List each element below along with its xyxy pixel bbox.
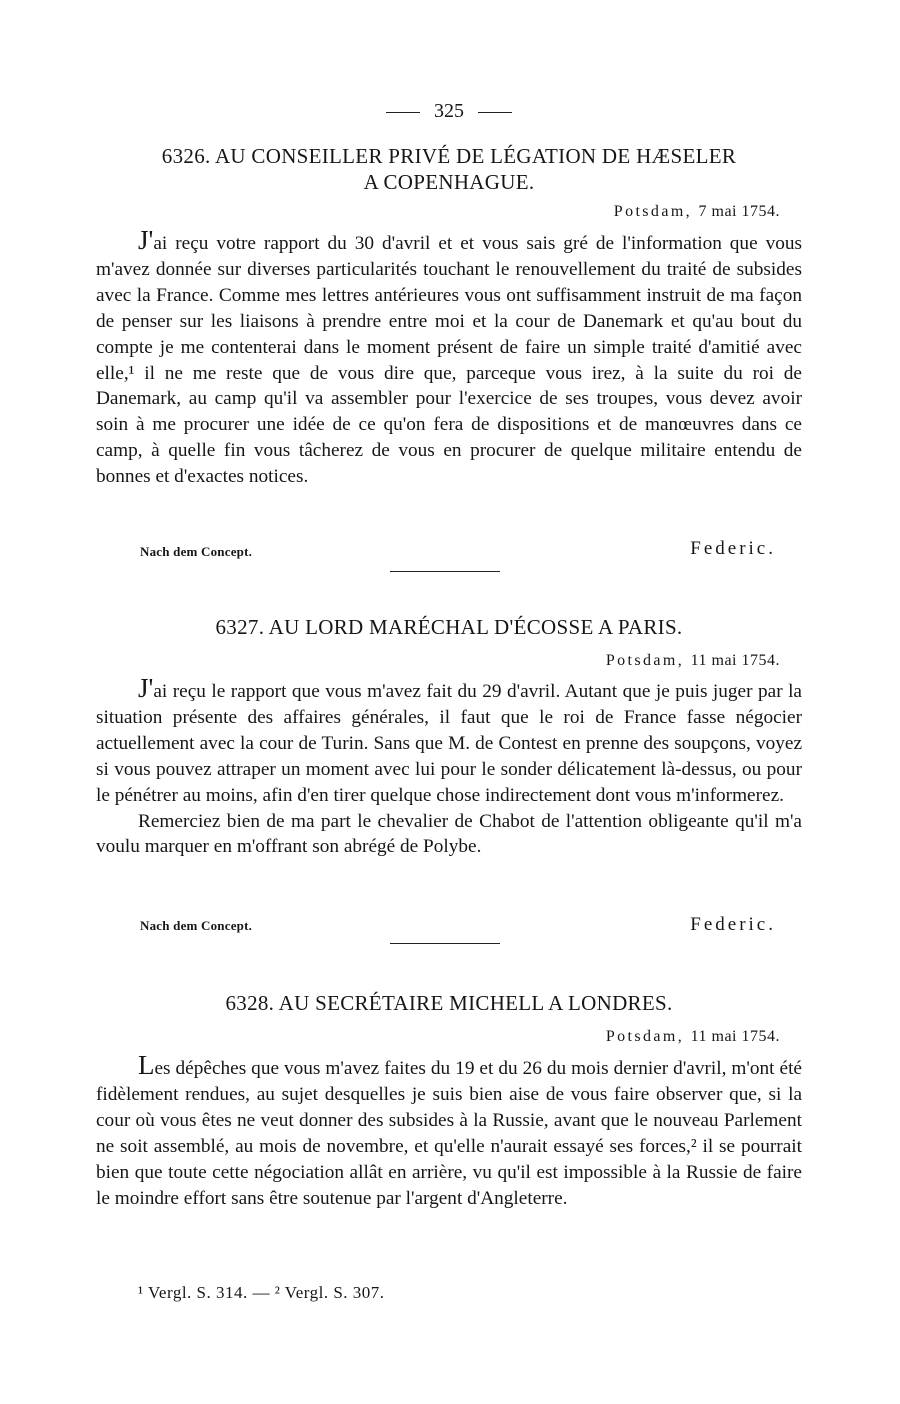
- dateline-date: 11 mai 1754.: [690, 1028, 780, 1045]
- dateline: [614, 203, 780, 221]
- letter-paragraph: Remerciez bien de ma part le chevalier de Chabot de l'attention obligeante qu'il m'a voulu marquer en m'offrant son abrégé de Polybe.: [96, 810, 802, 858]
- page-number-rule-right: [478, 112, 512, 113]
- letter-heading: 6326. AU CONSEILLER PRIVÉ DE LÉGATION DE HÆSELER: [161, 144, 737, 168]
- letter-paragraph: J'ai reçu le rapport que vous m'avez fait du 29 d'avril. Autant que je puis juger par la situation présente des affaires générales, il faut que le roi de France fasse négocier actuellement avec la cour de Turin. Sans que M. de Contest en prenne des soupçons, voyez si vous pouvez attraper un moment avec lui pour le sonder délicatement là-dessus, ou pour le pénétrer au moins, afin d'en tirer quelque chose indirectement dont vous m'informerez.: [96, 673, 802, 806]
- section-divider: [390, 571, 500, 572]
- page-number-rule-left: [386, 112, 420, 113]
- dateline-date: 11 mai 1754.: [690, 652, 780, 669]
- dateline: [606, 1028, 780, 1046]
- signature: Federic.: [690, 914, 776, 935]
- letter-heading: 6328. AU SECRÉTAIRE MICHELL A LONDRES.: [225, 991, 673, 1015]
- signature: Federic.: [690, 538, 776, 559]
- dateline: [606, 652, 780, 670]
- source-note: Nach dem Concept.: [140, 544, 253, 559]
- page-number: 325: [434, 100, 464, 122]
- letter-body: [96, 225, 802, 490]
- letter-body: [96, 673, 802, 860]
- letter-paragraph: J'ai reçu votre rapport du 30 d'avril et et vous sais gré de l'information que vous m'avez donnée sur diverses particularités touchant le renouvellement du traité de subsides avec la France. Comme mes lettres antérieures vous ont suffisamment instruit de ma façon de penser sur les liaisons à prendre entre moi et la cour de Danemark et qu'au bout du compte je me contenterai dans le moment présent de faire un simple traité d'amitié avec elle,¹ il ne me reste que de vous dire que, parceque vous irez, à la suite du roi de Danemark, au camp qu'il va assembler pour l'exercice de ses troupes, vous devez avoir soin à me procurer une idée de ce qu'on fera de dispositions et de manœuvres dans ce camp, à quelle fin vous tâcherez de vous en procurer de quelque militaire entendu de bonnes et d'exactes notices.: [96, 225, 802, 488]
- dateline-date: 7 mai 1754.: [698, 203, 780, 220]
- dateline-place: Potsdam,: [605, 1028, 685, 1045]
- dateline-place: Potsdam,: [613, 203, 693, 220]
- source-note: Nach dem Concept.: [140, 918, 253, 933]
- page-number-line: [96, 100, 802, 123]
- section-divider: [390, 943, 500, 944]
- footnotes: ¹ Vergl. S. 314. — ² Vergl. S. 307.: [138, 1283, 385, 1302]
- letter-heading-line2: A COPENHAGUE.: [363, 170, 535, 194]
- letter-body: [96, 1050, 802, 1211]
- letter-heading: 6327. AU LORD MARÉCHAL D'ÉCOSSE A PARIS.: [215, 615, 683, 639]
- dateline-place: Potsdam,: [605, 652, 685, 669]
- letter-paragraph: Les dépêches que vous m'avez faites du 19 et du 26 du mois dernier d'avril, m'ont été fidèlement rendues, au sujet desquelles je suis bien aise de vous faire observer que, si la cour où vous êtes ne veut donner des subsides à la Russie, avant que le nouveau Parlement ne soit assemblé, au mois de novembre, et qu'elle n'aurait essayé ses forces,² il se pourrait bien que toute cette négociation allât en arrière, vu qu'il est impossible à la Russie de faire le moindre effort sans être soutenue par l'argent d'Angleterre.: [96, 1050, 802, 1209]
